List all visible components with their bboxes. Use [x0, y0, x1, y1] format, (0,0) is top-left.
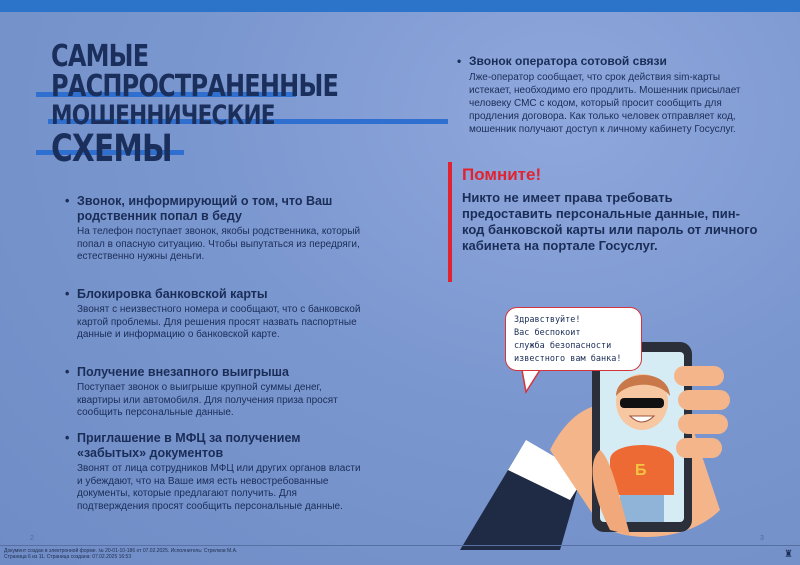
- item-text: На телефон поступает звонок, якобы родственника, который попал в опасную ситуацию. Чтобы выпутаться из передряги, естественно нужны деньги.: [77, 226, 361, 262]
- page-title: [36, 34, 406, 170]
- remember-block: [448, 162, 768, 292]
- shirt-letter: Б: [635, 462, 647, 479]
- document-footer: [4, 548, 237, 560]
- sunglasses: [620, 398, 664, 408]
- bubble-tail: [522, 370, 540, 392]
- scheme-item-operator: [455, 54, 745, 136]
- speech-bubble: [505, 307, 642, 371]
- item-text: Звонят с неизвестного номера и сообщают, что с банковской картой проблемы. Для решения просят назвать паспортные данные и информацию о банковской карте.: [77, 304, 361, 340]
- finger: [676, 438, 722, 458]
- item-text: Звонят от лица сотрудников МФЦ или других органов власти и убеждают, что на Ваше имя есть невостребованные документы, которые предлагают получить. Для подтверждения просят сообщить персональные данные.: [77, 463, 361, 512]
- remember-heading: Помните!: [462, 165, 542, 184]
- title-line-3: МОШЕННИЧЕСКИЕ: [51, 100, 275, 131]
- item-title: • Приглашение в МФЦ за получением «забытых» документов: [63, 431, 363, 461]
- remember-text: Никто не имеет права требовать предоставить персональные данные, пин-код банковской карты или пароль от личного кабинета на портале Госуслуг.: [462, 190, 758, 253]
- finger: [678, 390, 730, 410]
- list-item: [63, 194, 363, 264]
- list-item: [63, 365, 363, 420]
- bubble-line: служба безопасности: [514, 341, 612, 351]
- finger: [678, 414, 728, 434]
- page-number-right: 3: [760, 535, 764, 542]
- item-title: • Получение внезапного выигрыша: [63, 365, 363, 380]
- item-title: • Блокировка банковской карты: [63, 287, 363, 302]
- footer-line: Документ создан в электронной форме. № 20-01-10-186 от 07.02.2025. Исполнитель: Стрелков М.А.: [4, 548, 238, 554]
- list-item: [63, 431, 363, 513]
- bubble-line: известного вам банка!: [514, 354, 622, 364]
- top-bar: [0, 0, 800, 12]
- red-accent-bar: [448, 162, 452, 282]
- title-line-4: СХЕМЫ: [51, 127, 172, 170]
- item-text: Поступает звонок о выигрыше крупной суммы денег, квартиры или автомобиля. Для получения приза просят сообщить персональные данные.: [77, 382, 338, 418]
- item-title: • Звонок оператора сотовой связи: [455, 54, 745, 69]
- title-line-2: РАСПРОСТРАНЕННЫЕ: [51, 69, 339, 104]
- item-text: Лже-оператор сообщает, что срок действия sim-карты истекает, необходимо его продлить. Мошенник присылает человеку СМС с кодом, который просит сообщить для продления договора. Как только человек отправляет код, мошенник получают доступ к личному кабинету Госуслуг.: [469, 72, 741, 135]
- emblem-icon: ♜: [784, 549, 793, 560]
- footer-line: Страница 6 из 11. Страница создана: 07.02.2025 16:53: [4, 554, 132, 560]
- title-line-1: САМЫЕ: [51, 39, 149, 74]
- item-title: • Звонок, информирующий о том, что Ваш родственник попал в беду: [63, 194, 363, 224]
- footer-divider: [0, 545, 800, 546]
- page-number-left: 2: [30, 535, 34, 542]
- bubble-line: Вас беспокоит: [514, 328, 581, 338]
- list-item: [63, 287, 363, 342]
- finger: [674, 366, 724, 386]
- boy-legs: [620, 495, 664, 522]
- bubble-line: Здравствуйте!: [514, 315, 581, 325]
